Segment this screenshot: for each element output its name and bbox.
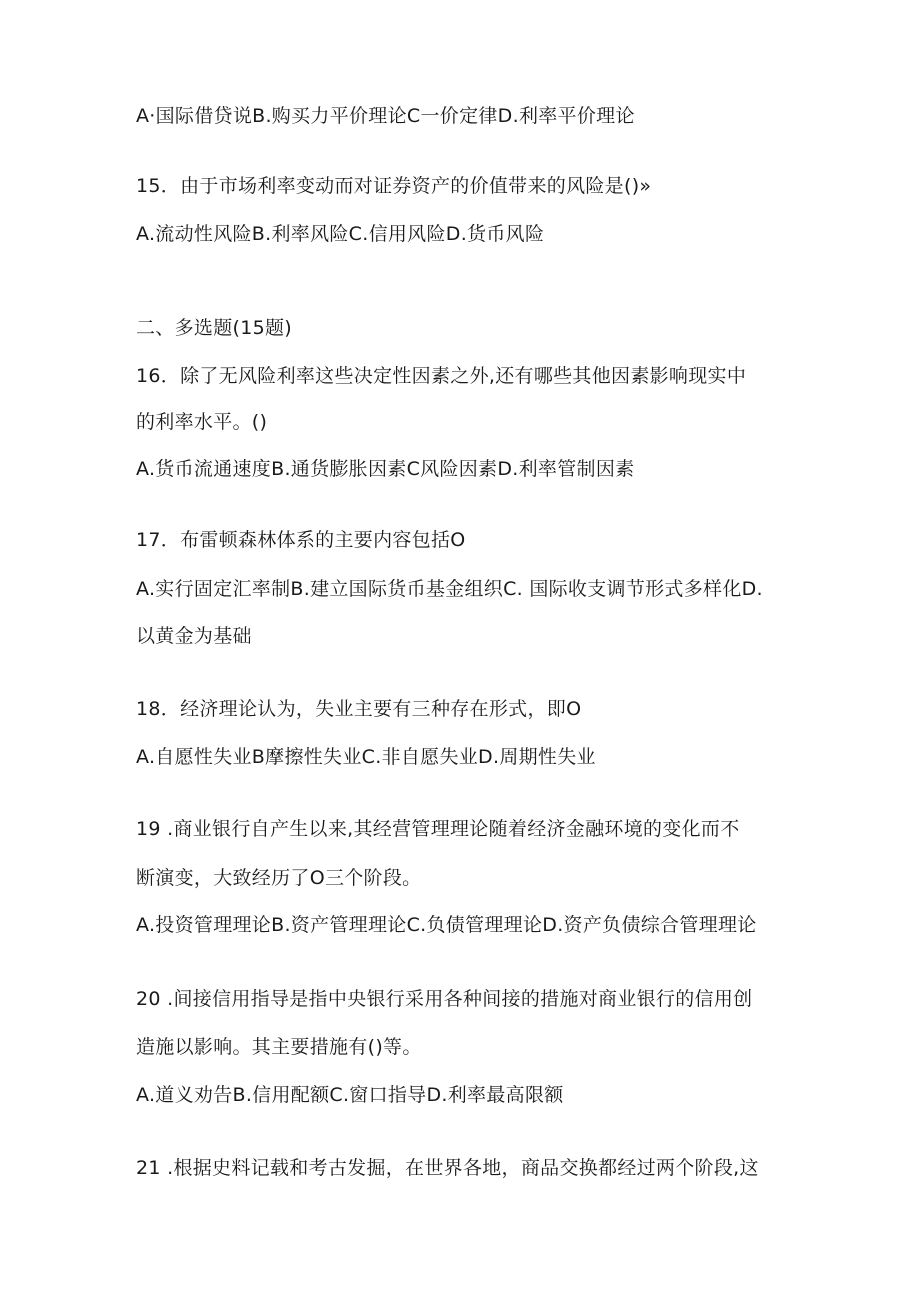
q18-options: A.自愿性失业B摩擦性失业C.非自愿失业D.周期性失业 <box>136 746 596 768</box>
q16-stem-line2: 的利率水平。() <box>136 411 268 433</box>
section-heading: 二、多选题(15题) <box>136 317 293 339</box>
q15-options: A.流动性风险B.利率风险C.信用风险D.货币风险 <box>136 223 545 245</box>
q14-options: A·国际借贷说B.购买力平价理论C一价定律D.利率平价理论 <box>136 105 635 127</box>
q17-stem: 17．布雷顿森林体系的主要内容包括O <box>136 529 466 551</box>
q19-stem-line2: 断演变，大致经历了O三个阶段。 <box>136 867 422 889</box>
q17-options-line1: A.实行固定汇率制B.建立国际货币基金组织C. 国际收支调节形式多样化D. <box>136 578 763 600</box>
q18-stem: 18．经济理论认为，失业主要有三种存在形式，即O <box>136 698 582 720</box>
q15-stem: 15．由于市场利率变动而对证券资产的价值带来的风险是()» <box>136 175 652 197</box>
q20-options: A.道义劝告B.信用配额C.窗口指导D.利率最高限额 <box>136 1084 564 1106</box>
q20-stem-line2: 造施以影响。其主要措施有()等。 <box>136 1036 422 1058</box>
q19-options: A.投资管理理论B.资产管理理论C.负债管理理论D.资产负债综合管理理论 <box>136 914 757 936</box>
q17-options-line2: 以黄金为基础 <box>136 625 252 647</box>
q20-stem-line1: 20 .间接信用指导是指中央银行采用各种间接的措施对商业银行的信用创 <box>136 988 753 1010</box>
q16-options: A.货币流通速度B.通货膨胀因素C风险因素D.利率管制因素 <box>136 458 635 480</box>
q21-stem-line1: 21 .根据史料记载和考古发掘，在世界各地，商品交换都经过两个阶段,这 <box>136 1157 759 1179</box>
q19-stem-line1: 19 .商业银行自产生以来,其经营管理理论随着经济金融环境的变化而不 <box>136 818 740 840</box>
q16-stem-line1: 16．除了无风险利率这些决定性因素之外,还有哪些其他因素影响现实中 <box>136 365 747 387</box>
